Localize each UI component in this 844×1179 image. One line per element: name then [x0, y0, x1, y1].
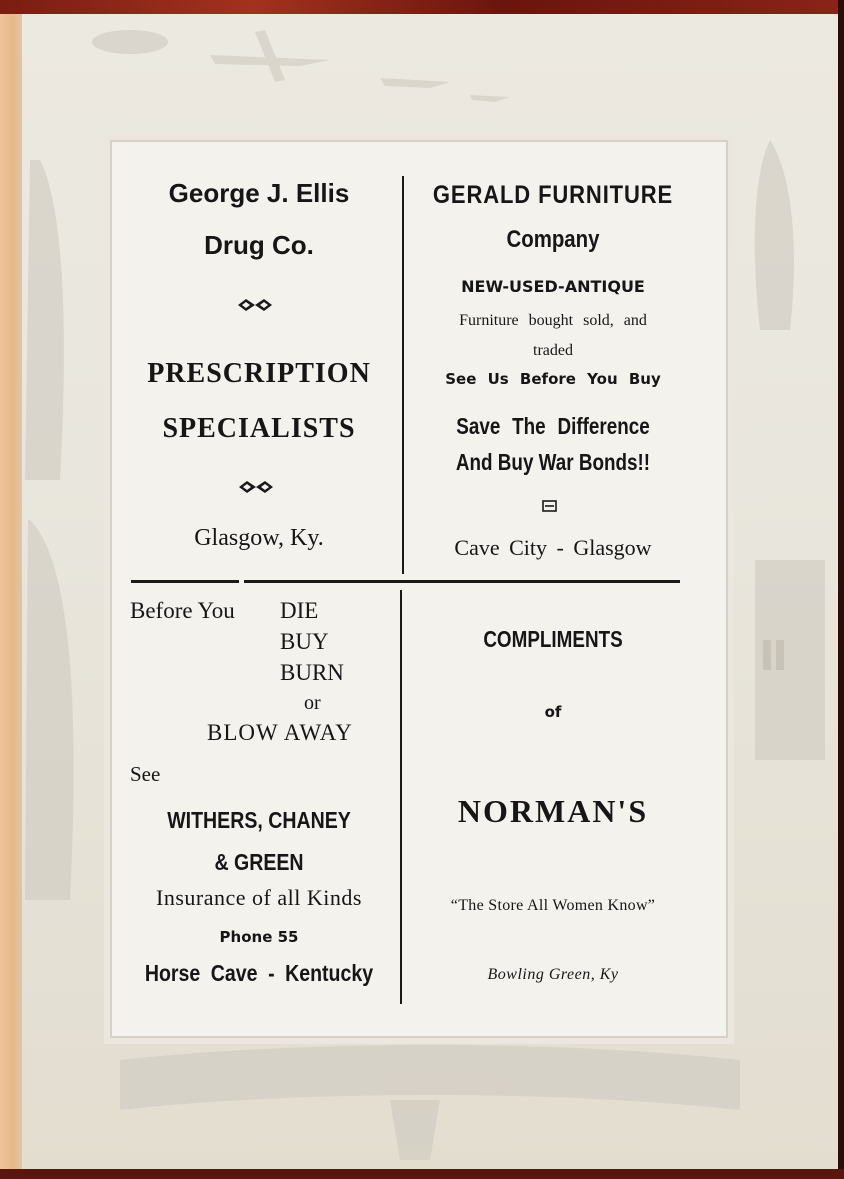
withers-word-burn: BURN [280, 660, 344, 685]
ellis-tagline-line2: SPECIALISTS [162, 413, 356, 444]
withers-name-line2: & GREEN [214, 849, 304, 875]
normans-location: Bowling Green, Ky [487, 966, 619, 983]
gerald-save-line1: Save The Difference [456, 413, 650, 439]
gerald-name-line2: Company [506, 226, 600, 253]
vertical-divider-bottom [400, 590, 402, 1004]
withers-word-blow-away: BLOW AWAY [207, 720, 353, 745]
ellis-name-line2: Drug Co. [204, 230, 314, 260]
vertical-divider-top [402, 176, 404, 574]
gerald-desc-line1: Furniture bought sold, and [459, 312, 647, 329]
withers-word-die: DIE [280, 598, 319, 623]
gerald-kinds: NEW-USED-ANTIQUE [461, 277, 645, 296]
gerald-save-line2: And Buy War Bonds!! [455, 449, 651, 475]
gerald-name-line1: GERALD FURNITURE [432, 181, 674, 209]
normans-compliments: COMPLIMENTS [483, 626, 623, 652]
gerald-desc-line2: traded [533, 342, 573, 359]
diamond-ornament-icon [238, 298, 272, 312]
withers-name-line1: WITHERS, CHANEY [167, 807, 351, 833]
diamond-ornament-icon [239, 480, 273, 494]
horizontal-divider-left [131, 580, 239, 583]
withers-phone: Phone 55 [219, 928, 299, 946]
ellis-tagline-line1: PRESCRIPTION [147, 358, 371, 389]
gerald-see-us: See Us Before You Buy [445, 370, 661, 388]
ellis-location: Glasgow, Ky. [194, 525, 324, 551]
withers-location: Horse Cave - Kentucky [144, 960, 374, 986]
normans-of: of [544, 703, 562, 721]
gerald-locations: Cave City - Glasgow [454, 535, 652, 560]
rectangle-ornament-icon [542, 500, 557, 512]
withers-word-buy: BUY [280, 629, 329, 654]
withers-word-or: or [304, 692, 321, 714]
withers-lead: Before You [130, 598, 235, 623]
normans-slogan: “The Store All Women Know” [450, 897, 656, 914]
withers-desc: Insurance of all Kinds [156, 885, 362, 910]
normans-name: NORMAN'S [457, 793, 649, 829]
ellis-name-line1: George J. Ellis [168, 178, 350, 208]
horizontal-divider-right [244, 580, 680, 583]
withers-see: See [130, 762, 161, 786]
